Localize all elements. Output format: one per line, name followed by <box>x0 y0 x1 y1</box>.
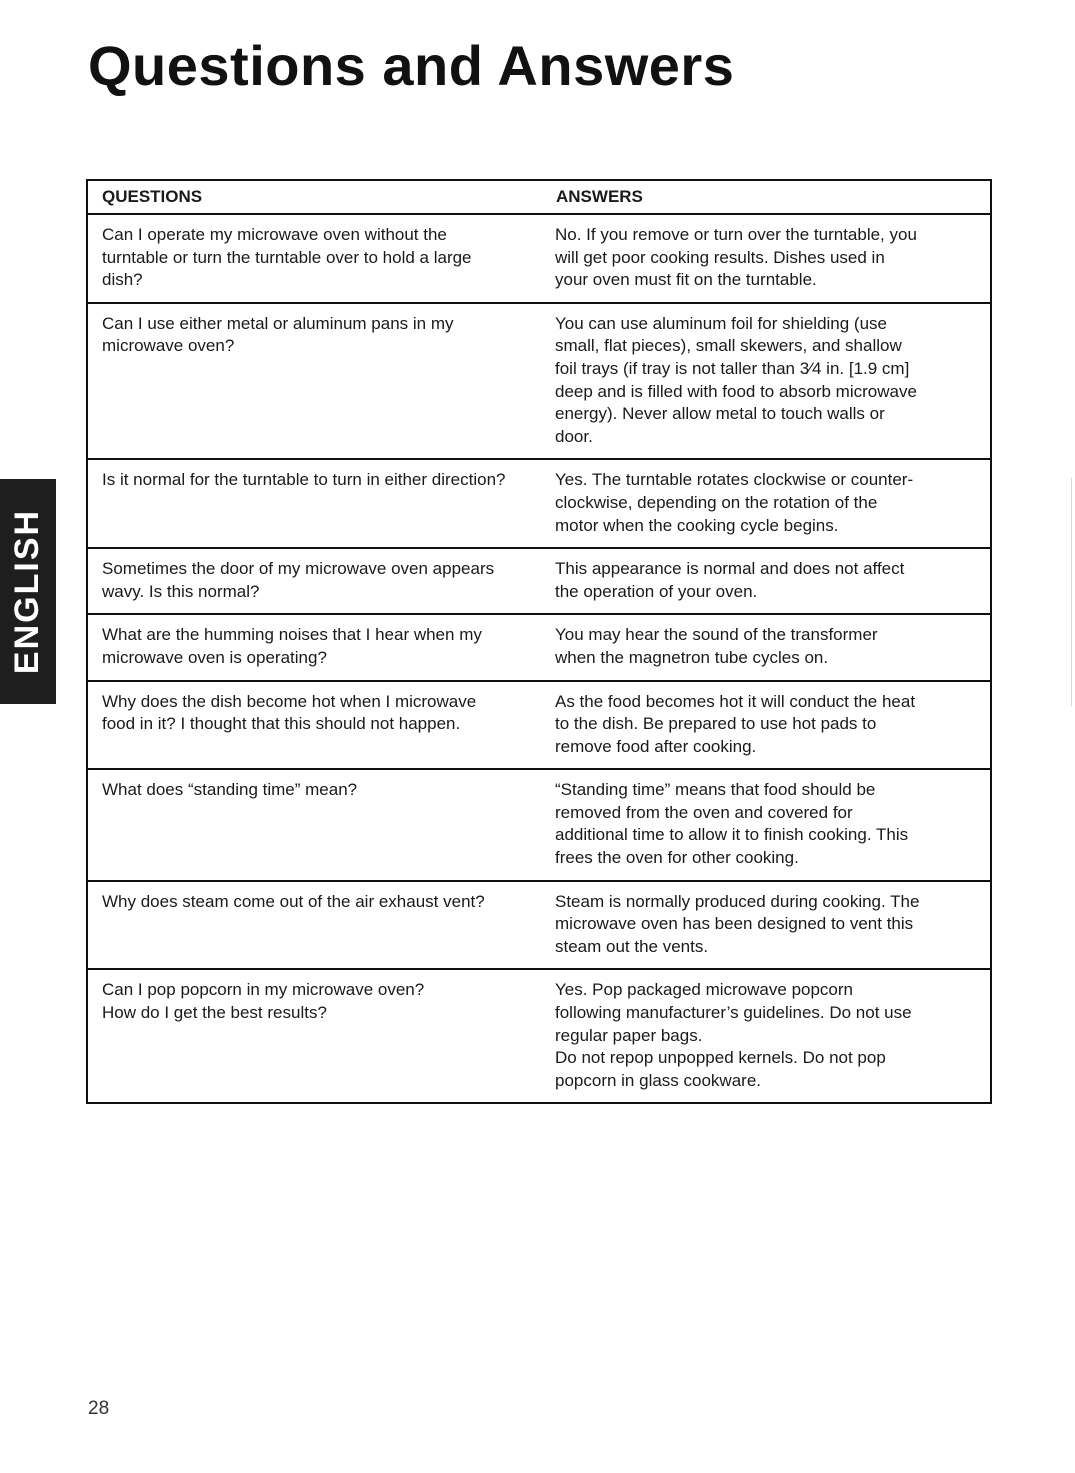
answers-column-header: ANSWERS <box>556 187 643 206</box>
language-tab-label: ENGLISH <box>8 508 47 675</box>
table-row <box>88 882 990 971</box>
page-number: 28 <box>88 1398 110 1419</box>
table-row <box>88 215 990 304</box>
answer-cell: Yes. Pop packaged microwave popcorn following manufacturer’s guidelines. Do not use regular paper bags. Do not repop unpopped kernels. Do not pop popcorn in glass cookware. <box>555 980 912 1090</box>
qa-table <box>86 179 992 1104</box>
question-cell: Can I operate my microwave oven without the turntable or turn the turntable over to hold a large dish? <box>102 225 472 290</box>
answer-cell: This appearance is normal and does not affect the operation of your oven. <box>555 559 905 601</box>
qa-table-header <box>88 181 990 215</box>
questions-column-header: QUESTIONS <box>102 187 203 206</box>
page-edge-mark <box>1071 478 1072 706</box>
answer-cell: You can use aluminum foil for shielding (use small, flat pieces), small skewers, and shallow foil trays (if tray is not taller than 3⁄4 in. [1.9 cm] deep and is filled with food to absorb microwave energy). Never allow metal to touch walls or door. <box>555 313 917 446</box>
question-cell: Sometimes the door of my microwave oven appears wavy. Is this normal? <box>102 559 495 601</box>
answer-cell: “Standing time” means that food should be removed from the oven and covered for additional time to allow it to finish cooking. This frees the oven for other cooking. <box>555 780 909 868</box>
question-cell: What are the humming noises that I hear when my microwave oven is operating? <box>102 625 482 667</box>
table-row <box>88 970 990 1102</box>
question-cell: Can I pop popcorn in my microwave oven? How do I get the best results? <box>102 980 425 1023</box>
answer-cell: You may hear the sound of the transformer when the magnetron tube cycles on. <box>555 625 878 667</box>
answer-cell: Steam is normally produced during cooking. The microwave oven has been designed to vent this steam out the vents. <box>555 891 920 956</box>
table-row <box>88 770 990 881</box>
question-cell: What does “standing time” mean? <box>102 780 358 800</box>
answer-cell: Yes. The turntable rotates clockwise or counter- clockwise, depending on the rotation of the motor when the cooking cycle begins. <box>555 470 914 535</box>
answer-cell: No. If you remove or turn over the turntable, you will get poor cooking results. Dishes used in your oven must fit on the turntable. <box>555 225 917 290</box>
table-row <box>88 615 990 681</box>
page-title: Questions and Answers <box>88 34 735 97</box>
language-side-tab <box>0 479 56 704</box>
table-row <box>88 460 990 549</box>
answer-cell: As the food becomes hot it will conduct the heat to the dish. Be prepared to use hot pads to remove food after cooking. <box>555 691 916 756</box>
question-cell: Can I use either metal or aluminum pans in my microwave oven? <box>102 313 454 356</box>
table-row <box>88 682 990 771</box>
question-cell: Why does the dish become hot when I microwave food in it? I thought that this should not happen. <box>102 691 477 734</box>
table-row <box>88 304 990 461</box>
question-cell: Why does steam come out of the air exhaust vent? <box>102 891 485 911</box>
question-cell: Is it normal for the turntable to turn in either direction? <box>102 470 506 490</box>
table-row <box>88 549 990 615</box>
